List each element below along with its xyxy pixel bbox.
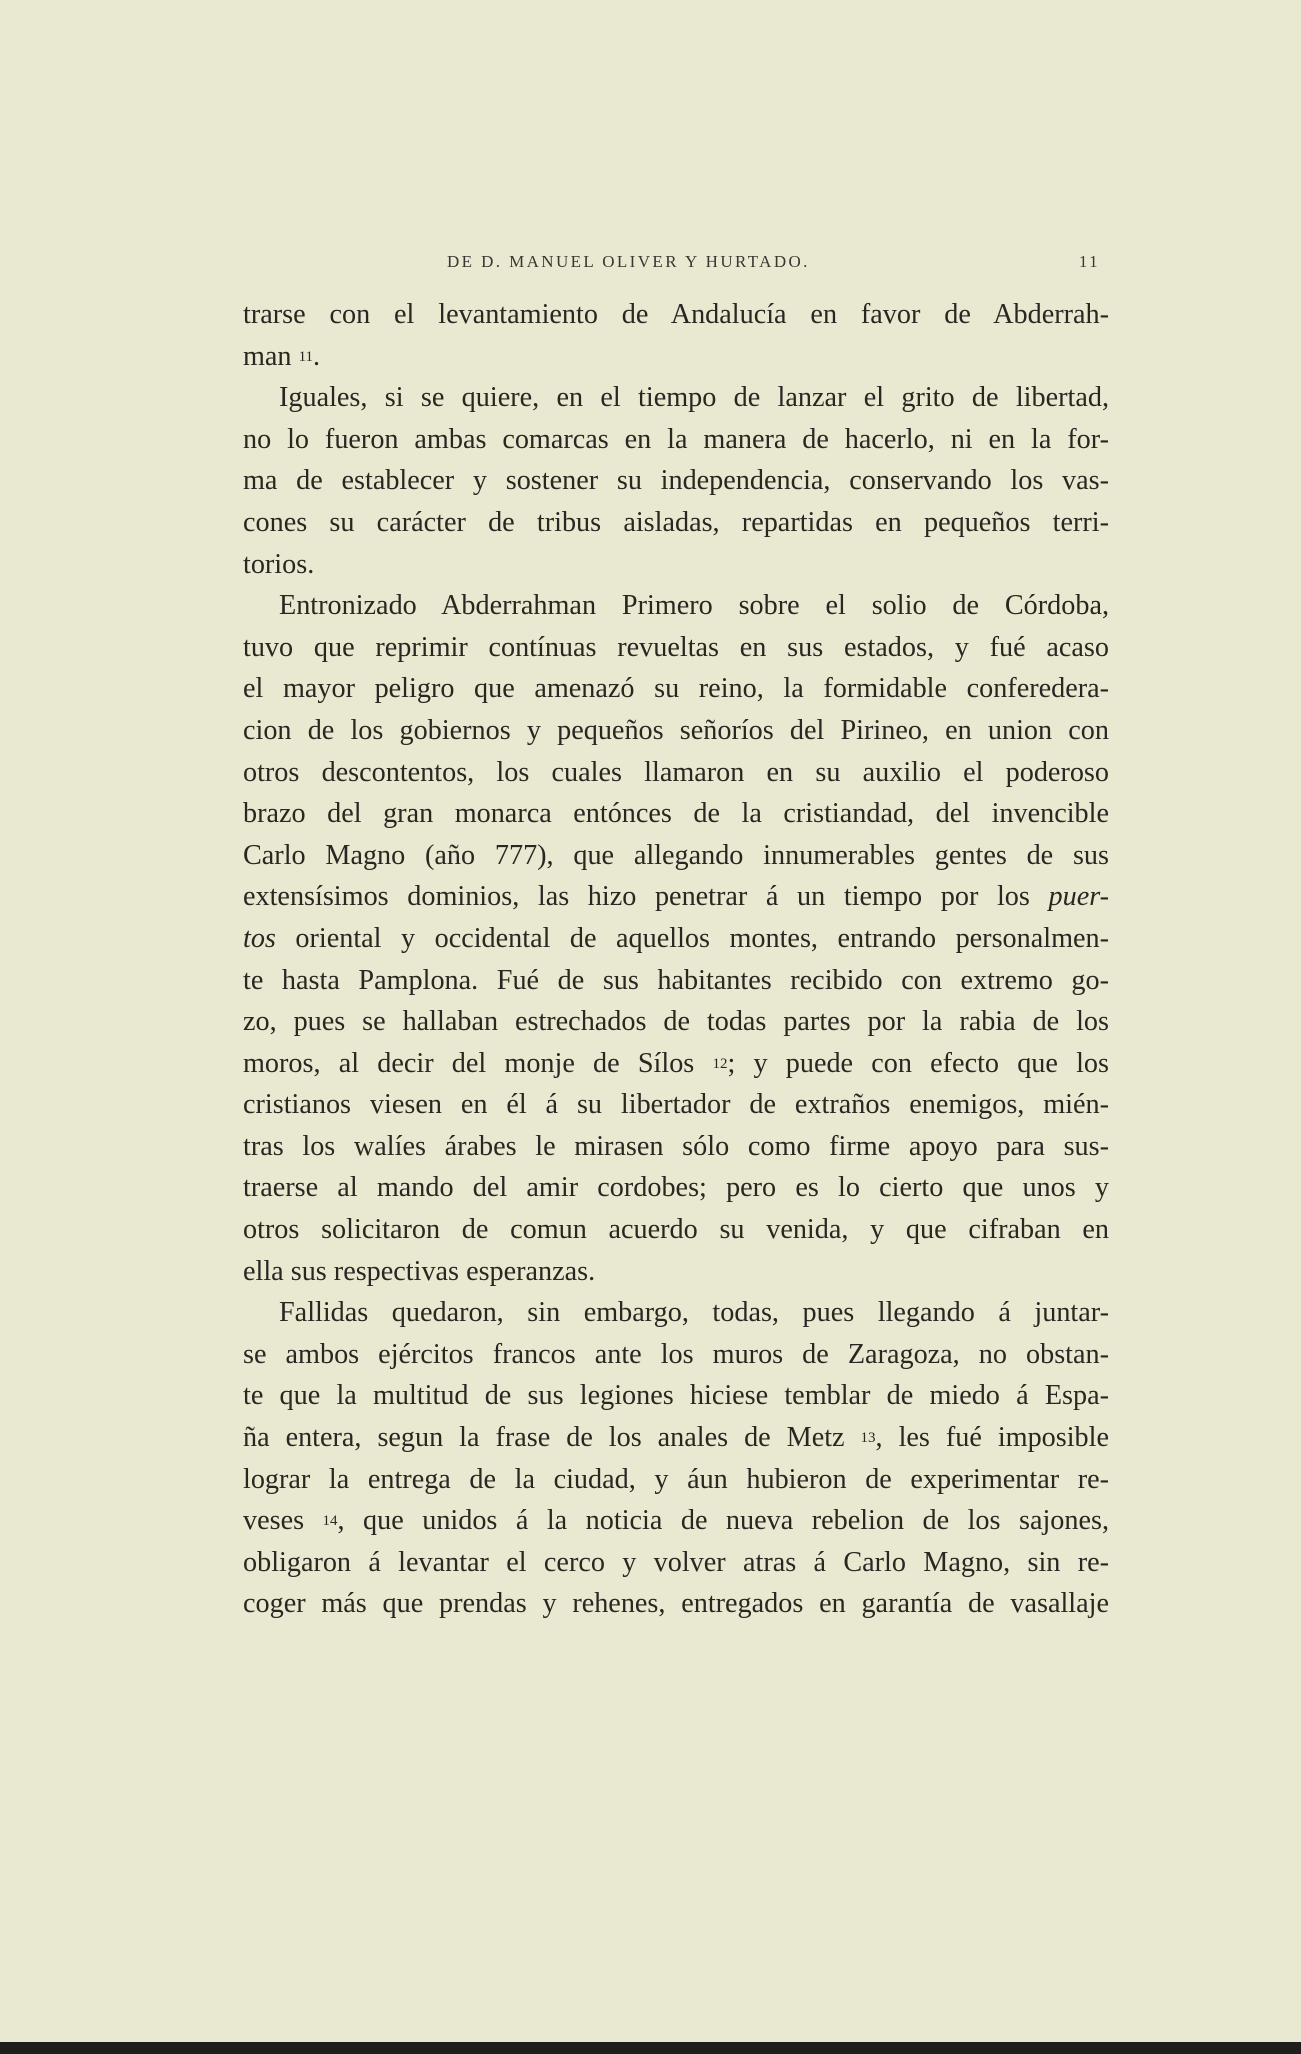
text-line: otros descontentos, los cuales llamaron en su auxilio el poderoso bbox=[243, 756, 1109, 788]
running-title: DE D. MANUEL OLIVER Y HURTADO. bbox=[447, 252, 810, 271]
paragraph-start-line: Fallidas quedaron, sin embargo, todas, pues llegando á juntar- bbox=[279, 1297, 1109, 1329]
page-number: 11 bbox=[1078, 252, 1100, 271]
text-line: te hasta Pamplona. Fué de sus habitantes recibido con extremo go- bbox=[243, 964, 1109, 996]
text-line: ella sus respectivas esperanzas. bbox=[243, 1255, 596, 1287]
text-line: tuvo que reprimir contínuas revueltas en sus estados, y fué acaso bbox=[243, 631, 1109, 663]
text-line: te que la multitud de sus legiones hiciese temblar de miedo á Espa- bbox=[243, 1380, 1109, 1412]
text-line: zo, pues se hallaban estrechados de todas partes por la rabia de los bbox=[243, 1006, 1109, 1038]
text-line: trarse con el levantamiento de Andalucía en favor de Abderrah- bbox=[243, 299, 1109, 330]
page-header bbox=[243, 252, 1100, 282]
body-text bbox=[243, 294, 1109, 1625]
text-line: el mayor peligro que amenazó su reino, la formidable conferedera- bbox=[243, 673, 1109, 705]
text-line: no lo fueron ambas comarcas en la manera de hacerlo, ni en la for- bbox=[243, 423, 1109, 455]
text-line: ma de establecer y sostener su independencia, conservando los vas- bbox=[243, 465, 1109, 497]
text-line: tras los walíes árabes le mirasen sólo como firme apoyo para sus- bbox=[243, 1130, 1109, 1162]
text-line: obligaron á levantar el cerco y volver atras á Carlo Magno, sin re- bbox=[243, 1546, 1109, 1578]
text-line: cones su carácter de tribus aisladas, repartidas en pequeños terri- bbox=[243, 506, 1109, 538]
footnote-marker: 14 bbox=[322, 1513, 338, 1530]
text-line: tos oriental y occidental de aquellos montes, entrando personalmen- bbox=[243, 922, 1109, 954]
text-line: moros, al decir del monje de Sílos $^{12}$; y puede con efecto que los bbox=[243, 1047, 1109, 1079]
text-line: Carlo Magno (año 777), que allegando innumerables gentes de sus bbox=[243, 839, 1109, 871]
text-line: brazo del gran monarca entónces de la cristiandad, del invencible bbox=[243, 798, 1109, 830]
text-line: ña entera, segun la frase de los anales de Metz $^{13}$, les fué imposible bbox=[243, 1422, 1109, 1454]
text-line: man $^{11}$. bbox=[243, 340, 321, 372]
text-line: torios. bbox=[243, 548, 315, 580]
paragraph-start-line: Entronizado Abderrahman Primero sobre el solio de Córdoba, bbox=[279, 590, 1109, 622]
footnote-marker: 11 bbox=[298, 348, 314, 365]
text-line: traerse al mando del amir cordobes; pero es lo cierto que unos y bbox=[243, 1172, 1109, 1204]
footnote-marker: 13 bbox=[860, 1430, 876, 1447]
footnote-marker: 12 bbox=[712, 1055, 728, 1072]
text-line: lograr la entrega de la ciudad, y áun hubieron de experimentar re- bbox=[243, 1463, 1109, 1495]
text-line: se ambos ejércitos francos ante los muros de Zaragoza, no obstan- bbox=[243, 1338, 1109, 1370]
text-line: coger más que prendas y rehenes, entregados en garantía de vasallaje bbox=[243, 1588, 1109, 1620]
text-line: extensísimos dominios, las hizo penetrar á un tiempo por los puer- bbox=[243, 881, 1109, 913]
text-line: otros solicitaron de comun acuerdo su venida, y que cifraban en bbox=[243, 1214, 1109, 1246]
text-line: cristianos viesen en él á su libertador de extraños enemigos, mién- bbox=[243, 1089, 1109, 1121]
text-line: veses $^{14}$, que unidos á la noticia de nueva rebelion de los sajones, bbox=[243, 1505, 1109, 1537]
text-line: cion de los gobiernos y pequeños señoríos del Pirineo, en union con bbox=[243, 714, 1109, 746]
scan-edge bbox=[0, 2042, 1301, 2054]
paragraph-start-line: Iguales, si se quiere, en el tiempo de lanzar el grito de libertad, bbox=[279, 382, 1109, 414]
